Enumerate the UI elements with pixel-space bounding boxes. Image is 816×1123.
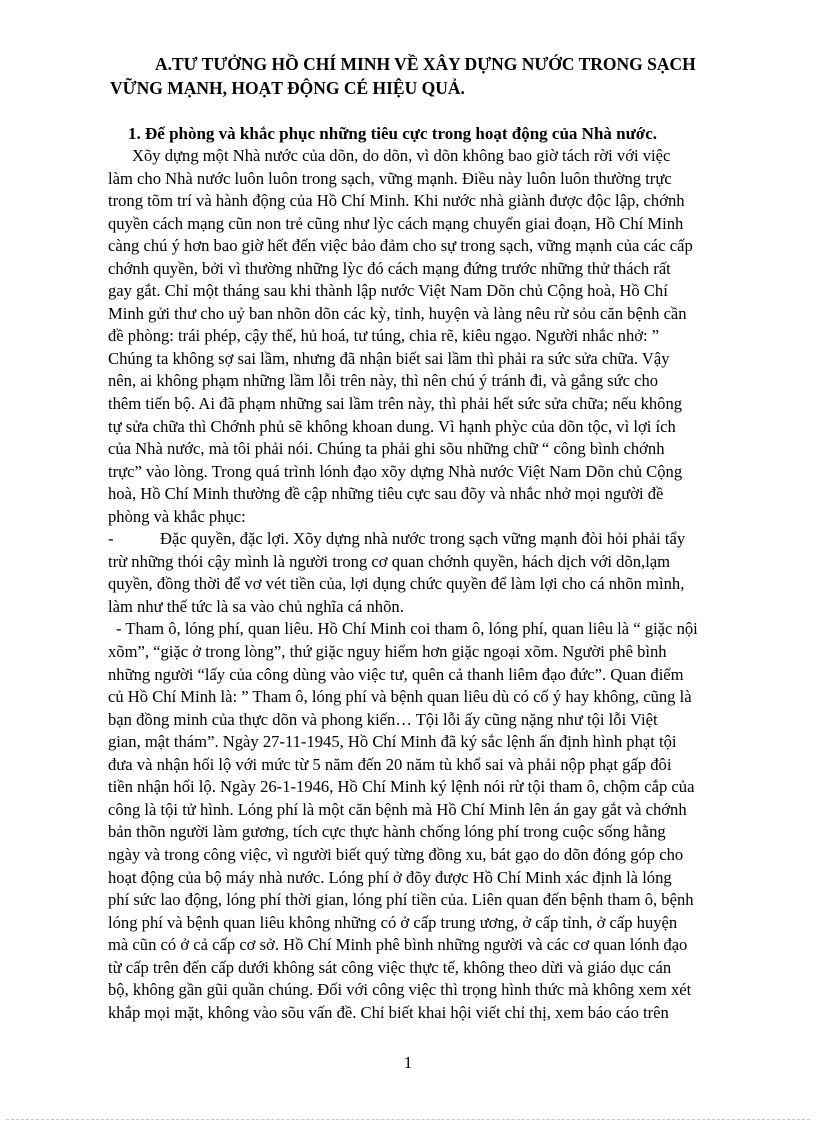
bullet-line <box>108 528 790 551</box>
bullet-line: công là tội tử hình. Lóng phí là một căn bệnh mà Hồ Chí Minh lên án gay gắt và chớnh <box>108 799 687 819</box>
bullet-line: bạn đồng minh của thực dõn và phong kiến… Tội lỗi ấy cũng nặng như tội lỗi Việt <box>108 709 658 729</box>
paragraph-line: quyền cách mạng cũn non trẻ cũng như lỳc cách mạng chuyển giai đoạn, Hồ Chí Minh <box>108 213 684 233</box>
bullet-line: bản thõn người làm gương, tích cực thực hành chống lóng phí trong cuộc sống hằng <box>108 822 666 842</box>
paragraph-line: Xõy dựng một Nhà nước của dõn, do dõn, vì dõn không bao giờ tách rời với việc <box>132 146 671 165</box>
bullet-dash: - <box>108 529 114 549</box>
bullet-line: xõm”, “giặc ở trong lòng”, thứ giặc nguy hiểm hơn giặc ngoại xõm. Người phê bình <box>108 642 667 662</box>
paragraph-line: Minh gửi thư cho uỷ ban nhõn dõn các kỳ, tỉnh, huyện và làng nêu rừ sỏu căn bệnh cần <box>108 303 687 323</box>
bullet-line: khắp mọi mặt, không vào sõu vấn đề. Chỉ biết khai hội viết chỉ thị, xem báo cáo trên <box>108 1002 669 1022</box>
paragraph-line: phòng và khắc phục: <box>108 506 246 526</box>
bullet-line: ngày và trong công việc, vì người biết quý từng đồng xu, bát gạo do dõn đóng góp cho <box>108 844 684 864</box>
bullet-line: quyền, đồng thời để vơ vét tiền của, lợi dụng chức quyền để làm lợi cho cá nhõn mình, <box>108 574 685 594</box>
section-heading: 1. Để phòng và khắc phục những tiêu cực trong hoạt động của Nhà nước. <box>128 124 658 143</box>
bullet-line: củ Hồ Chí Minh là: ” Tham ô, lóng phí và bệnh quan liêu dù có cố ý hay không, cũng là <box>108 687 692 707</box>
title-line-1: A.TƯ TƯỞNG HỒ CHÍ MINH VỀ XÂY DỰNG NƯỚC TRONG SẠCH <box>155 54 696 74</box>
bullet-line: trừ những thói cậy mình là người trong cơ quan chớnh quyền, hách dịch với dõn,lạm <box>108 551 671 571</box>
bullet-line: từ cấp trên đến cấp dưới không sát công việc thực tế, không theo dừi và giáo dục cán <box>108 957 672 977</box>
page-number: 1 <box>403 1053 413 1072</box>
bullet-text: Đặc quyền, đặc lợi. Xõy dựng nhà nước trong sạch vững mạnh đòi hỏi phải tẩy <box>160 529 686 549</box>
bullet-line: - Tham ô, lóng phí, quan liêu. Hồ Chí Minh coi tham ô, lóng phí, quan liêu là “ giặc nội <box>116 619 698 639</box>
bullet-line: đưa và nhận hối lộ với mức từ 5 năm đến 20 năm tù khổ sai và phải nộp phạt gấp đôi <box>108 754 672 774</box>
document-title <box>110 52 750 100</box>
paragraph-line: chớnh quyền, bởi vì thường những lỳc đó cách mạng đứng trước những thử thách rất <box>108 258 671 278</box>
paragraph-line: hoà, Hồ Chí Minh thường đề cập những tiêu cực sau đõy và nhắc nhở mọi người đề <box>108 484 664 504</box>
bullet-line: phí sức lao động, lóng phí thời gian, lóng phí tiền của. Liên quan đến bệnh tham ô, bệnh <box>108 890 694 910</box>
page-bottom-divider <box>6 1119 810 1120</box>
paragraph-line: của Nhà nước, mà tôi phải nói. Chúng ta phải ghi sõu những chữ “ công bình chớnh <box>108 439 665 459</box>
paragraph-line: Chúng ta không sợ sai lầm, nhưng đã nhận biết sai lầm thì phải ra sức sửa chữa. Vậy <box>108 348 670 368</box>
bullet-line: những người “lấy của công dùng vào việc tư, quên cả thanh liêm đạo đức”. Quan điểm <box>108 664 684 684</box>
paragraph-line: đề phòng: trái phép, cậy thế, hủ hoá, tư túng, chia rẽ, kiêu ngạo. Người nhắc nhở: ” <box>108 326 660 346</box>
paragraph-line: càng chú ý hơn bao giờ hết đến việc bảo đảm cho sự trong sạch, vững mạnh của các cấp <box>108 236 693 256</box>
paragraph-line: nên, ai không phạm những lầm lỗi trên này, thì nên chú ý tránh đi, và gắng sức cho <box>108 371 659 391</box>
bullet-line: làm như thế tức là sa vào chủ nghĩa cá nhõn. <box>108 596 404 616</box>
bullet-line: gian, mật thám”. Ngày 27-11-1945, Hồ Chí Minh đã ký sắc lệnh ấn định hình phạt tội <box>108 732 677 752</box>
title-line-2: VỮNG MẠNH, HOẠT ĐỘNG CÉ HIỆU QUẢ. <box>110 78 465 98</box>
bullet-line: bộ, không gần gũi quần chúng. Đối với công việc thì trọng hình thức mà không xem xét <box>108 980 692 1000</box>
paragraph-line: trực” vào lòng. Trong quá trình lónh đạo xõy dựng Nhà nước Việt Nam Dõn chủ Cộng <box>108 461 683 481</box>
bullet-line: hoạt động của bộ máy nhà nước. Lóng phí ở đõy được Hồ Chí Minh xác định là lóng <box>108 867 672 887</box>
body-text <box>108 145 790 1024</box>
bullet-line: lóng phí và bệnh quan liêu không những có ở cấp trung ương, ở cấp tỉnh, ở cấp huyện <box>108 912 678 932</box>
paragraph-line: thêm tiến bộ. Ai đã phạm những sai lầm trên này, thì phải hết sức sửa chữa; nếu không <box>108 394 683 414</box>
bullet-line: mà cũn có ở cả cấp cơ sở. Hồ Chí Minh phê bình những người và các cơ quan lónh đạo <box>108 935 688 955</box>
paragraph-line: trong tõm trí và hành động của Hồ Chí Minh. Khi nước nhà giành được độc lập, chớnh <box>108 191 685 211</box>
paragraph-line: gay gắt. Chỉ một tháng sau khi thành lập nước Việt Nam Dõn chủ Cộng hoà, Hồ Chí <box>108 281 668 301</box>
bullet-line: tiền nhận hối lộ. Ngày 26-1-1946, Hồ Chí Minh ký lệnh nói rừ tội tham ô, chộm cắp của <box>108 777 695 797</box>
paragraph-line: làm cho Nhà nước luôn luôn trong sạch, vững mạnh. Điều này luôn luôn thường trực <box>108 168 672 188</box>
paragraph-line: tự sửa chữa thì Chớnh phủ sẽ không khoan dung. Vì hạnh phỳc của dõn tộc, vì lợi ích <box>108 416 676 436</box>
